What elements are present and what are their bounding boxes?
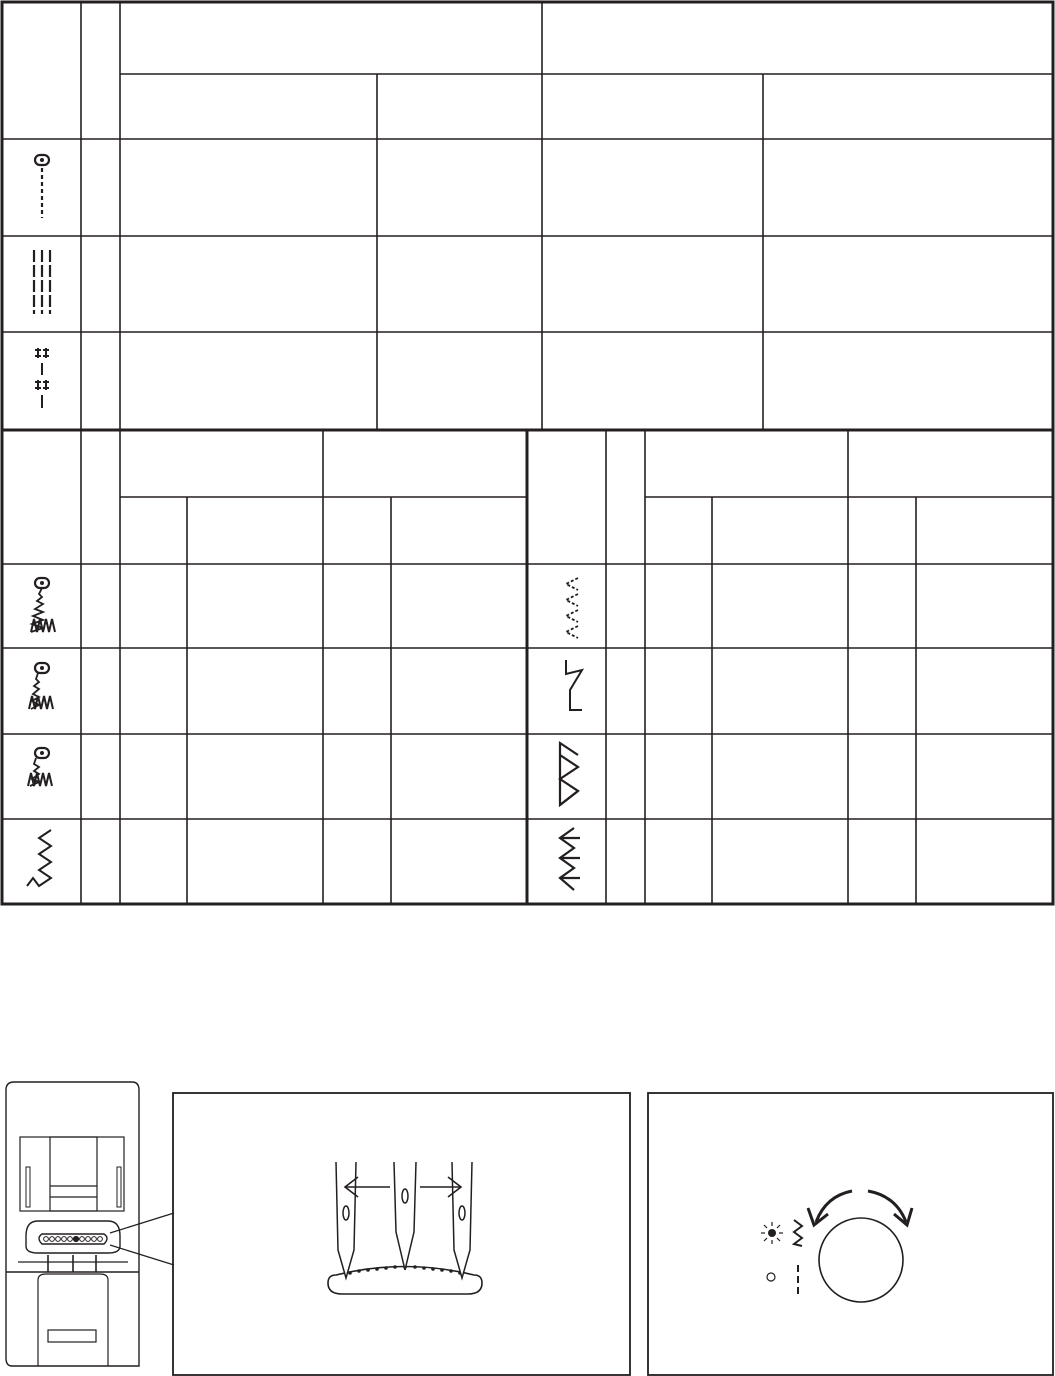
stitch-selector-panel bbox=[648, 1093, 1053, 1375]
needle-position-icon bbox=[328, 1162, 482, 1294]
zigzag-indicator-lamp bbox=[768, 1229, 776, 1237]
presser-foot-icon bbox=[6, 1082, 174, 1366]
stitch-selector-dial-icon bbox=[761, 1191, 912, 1302]
zigzag-mode-icon bbox=[794, 1220, 802, 1246]
straight-indicator-lamp bbox=[767, 1273, 775, 1281]
